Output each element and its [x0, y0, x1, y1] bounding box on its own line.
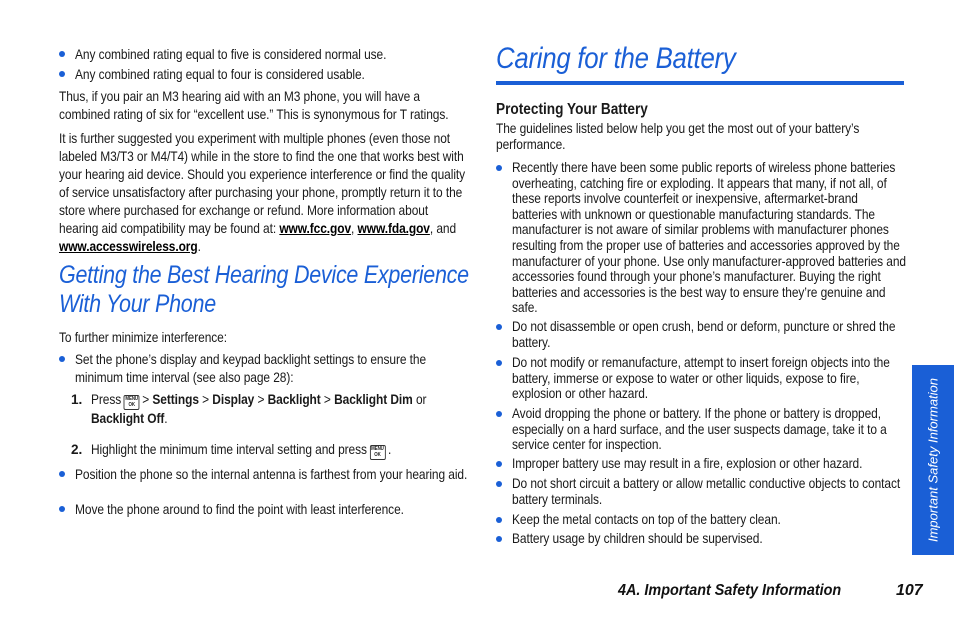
period: .: [197, 239, 201, 254]
menu-display: Display: [212, 392, 255, 407]
step-word: Press: [91, 392, 122, 407]
list-item: [59, 466, 469, 484]
bullet-icon: [496, 536, 502, 542]
list-item-text: Improper battery use may result in a fire, explosion or other hazard.: [512, 456, 863, 471]
key-label-top: MENU: [125, 396, 138, 402]
list-item-text: Position the phone so the internal antenna is farthest from your hearing aid.: [75, 467, 468, 482]
key-label-bottom: OK: [128, 402, 135, 408]
step-word: or: [415, 392, 427, 407]
list-item-text: Do not short circuit a battery or allow metallic conductive objects to contact battery terminals.: [512, 476, 901, 507]
link-fcc[interactable]: www.fcc.gov: [279, 221, 352, 236]
list-item-text: Any combined rating equal to five is considered normal use.: [75, 47, 387, 62]
section-heading: Getting the Best Hearing Device Experience With Your Phone: [59, 261, 469, 318]
step-text: [91, 441, 453, 460]
bullet-icon: [496, 165, 502, 171]
list-item: [496, 476, 906, 507]
list-item: [496, 355, 906, 402]
list-item: [496, 512, 906, 528]
key-label-top: MENU: [371, 446, 384, 452]
menu-ok-key-icon: [370, 445, 386, 460]
step-text: [91, 391, 453, 428]
list-item: [59, 501, 469, 519]
menu-ok-key-icon: [124, 395, 140, 410]
list-item-text: Do not disassemble or open crush, bend or deform, puncture or shred the battery.: [512, 319, 896, 350]
step-number: 2.: [71, 442, 83, 457]
list-item: [59, 46, 469, 64]
bullet-icon: [59, 506, 65, 512]
page-number: 107: [896, 582, 923, 599]
bullet-icon: [496, 481, 502, 487]
separator: , and: [429, 221, 457, 236]
paragraph: [59, 88, 469, 124]
link-fda[interactable]: www.fda.gov: [357, 221, 430, 236]
bullet-icon: [59, 71, 65, 77]
list-item: [496, 531, 906, 547]
menu-backlight-dim: Backlight Dim: [334, 392, 413, 407]
period: .: [164, 411, 168, 426]
list-item: [496, 160, 906, 316]
paragraph-text: The guidelines listed below help you get the most out of your battery’s performance.: [496, 121, 860, 152]
menu-separator: >: [323, 392, 331, 407]
menu-settings: Settings: [152, 392, 199, 407]
menu-backlight: Backlight: [267, 392, 321, 407]
bullet-icon: [496, 517, 502, 523]
menu-separator: >: [202, 392, 210, 407]
paragraph: [496, 121, 906, 153]
list-item-text: Move the phone around to find the point with least interference.: [75, 502, 404, 517]
paragraph: [59, 329, 469, 347]
bullet-icon: [496, 461, 502, 467]
separator: ,: [351, 221, 358, 236]
side-tab-label: Important Safety Information: [925, 377, 941, 543]
list-item-text: Set the phone’s display and keypad backlight settings to ensure the minimum time interval (see also page 28):: [75, 352, 427, 385]
step-1: [71, 391, 451, 428]
bullet-icon: [59, 356, 65, 362]
paragraph-text: To further minimize interference:: [59, 330, 227, 345]
paragraph-text: Thus, if you pair an M3 hearing aid with an M3 phone, you will have a combined rating of six for “excellent use.” This is synonymous for T ratings.: [59, 89, 449, 122]
bullet-icon: [59, 471, 65, 477]
bullet-icon: [496, 411, 502, 417]
menu-separator: >: [142, 392, 150, 407]
subheading: Protecting Your Battery: [496, 101, 648, 118]
list-item: [59, 66, 469, 84]
list-item: [496, 319, 906, 350]
bullet-icon: [496, 324, 502, 330]
page-title: Caring for the Battery: [496, 42, 736, 75]
link-accesswireless[interactable]: www.accesswireless.org: [59, 239, 198, 254]
menu-separator: >: [257, 392, 265, 407]
step-number: 1.: [71, 392, 83, 407]
list-item: [496, 456, 906, 472]
paragraph-body: It is further suggested you experiment with multiple phones (even those not labeled M3/T3 or M4/T4) while in the store to find the one that works best with your hearing aid device. Should you experience interference or find the quality of service unsatisfactory after purchasing your phone, promptly return it to the store where purchased for exchange or refund. More information about hearing aid compatibility may be found at:: [59, 131, 466, 236]
paragraph-text: [59, 130, 469, 256]
list-item: [59, 351, 469, 387]
side-tab: [912, 365, 954, 555]
list-item: [496, 406, 906, 453]
key-label-bottom: OK: [374, 452, 381, 458]
list-item-text: Any combined rating equal to four is considered usable.: [75, 67, 365, 82]
bullet-icon: [59, 51, 65, 57]
paragraph: [59, 130, 469, 256]
bullet-icon: [496, 360, 502, 366]
list-item-text: Keep the metal contacts on top of the battery clean.: [512, 512, 781, 527]
menu-backlight-off: Backlight Off: [91, 411, 165, 426]
period: .: [388, 442, 392, 457]
list-item-text: Recently there have been some public reports of wireless phone batteries overheating, catching fire or exploding. It appears that many, if not all, of these reports involve counterfeit or inexpensive, aftermarket-brand batteries with unknown or questionable manufacturing standards. The manufacturer is not aware of similar problems with manufacturer phones resulting from the proper use of batteries and accessories approved by the manufacturer of your phone. Use only manufacturer-approved batteries and accessories found through your phone’s manufacturer. Buying the right batteries and accessories is the best way to ensure they’re genuine and safe.: [512, 160, 906, 316]
list-item-text: Do not modify or remanufacture, attempt to insert foreign objects into the battery, immerse or expose to water or other liquids, expose to fire, explosion or other hazard.: [512, 355, 890, 402]
list-item-text: Avoid dropping the phone or battery. If the phone or battery is dropped, especially on a hard surface, and the user suspects damage, take it to a service center for inspection.: [512, 406, 887, 453]
step-2: [71, 441, 451, 460]
footer-section: 4A. Important Safety Information: [618, 582, 842, 599]
step-body: Highlight the minimum time interval setting and press: [91, 442, 367, 457]
title-underline: [496, 81, 904, 85]
list-item-text: Battery usage by children should be supervised.: [512, 531, 763, 546]
